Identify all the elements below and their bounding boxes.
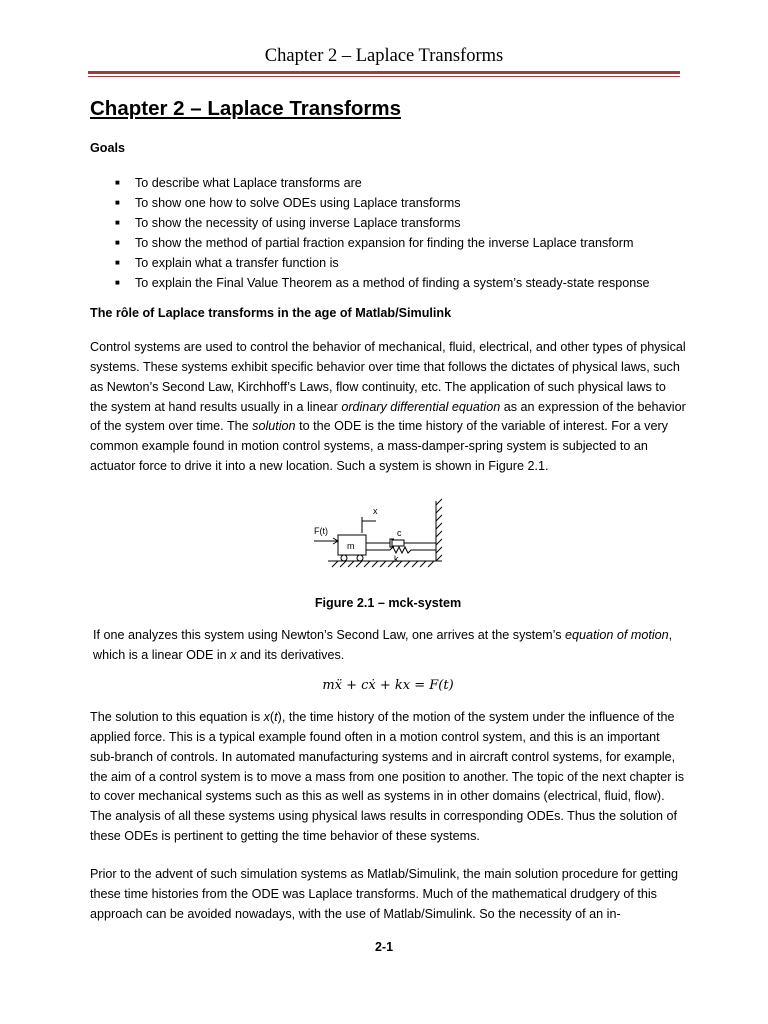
document-body — [90, 139, 686, 925]
page-header: Chapter 2 – Laplace Transforms — [264, 46, 504, 66]
figure-label-force: F(t) — [314, 526, 328, 537]
figure-label-c: c — [397, 528, 402, 539]
goal-text: To show one how to solve ODEs using Laplace transforms — [135, 195, 461, 210]
paragraph-4: Prior to the advent of such simulation systems as Matlab/Simulink, the main solution procedure for getting these time histories from the ODE was Laplace transforms. Much of the mathematical drudgery of this approach can be avoided nowadays, with the use of Matlab/Simulink. So the necessity of an in- — [90, 867, 678, 921]
goal-text: To show the necessity of using inverse Laplace transforms — [135, 215, 461, 230]
bullet-icon: ■ — [115, 177, 120, 187]
paragraph-3: The solution to this equation is x(t), the time history of the motion of the system under the influence of the applied force. This is a typical example found often in a motion control system, and this is an important sub-branch of controls. In automated manufacturing systems and in aircraft control systems, for example, the aim of a control system is to move a mass from one position to another. The topic of the next chapter is to cover mechanical systems such as this as well as systems in in other domains (electrical, fluid, flow). The analysis of all these systems using physical laws results in corresponding ODEs. Thus the solution of these ODEs is pertinent to getting the time behavior of these systems. — [90, 709, 685, 844]
header-rule-thick — [88, 71, 680, 74]
figure-caption: Figure 2.1 – mck-system — [314, 596, 462, 611]
goal-item — [90, 173, 686, 193]
bullet-icon: ■ — [115, 197, 120, 207]
goal-item — [90, 213, 686, 233]
bullet-icon: ■ — [115, 217, 120, 227]
goal-item — [90, 233, 686, 253]
mck-diagram — [314, 495, 464, 585]
page-number: 2-1 — [374, 940, 394, 954]
paragraph-1: Control systems are used to control the behavior of mechanical, fluid, electrical, and other types of physical systems. These systems exhibit specific behavior over time that follows the dictates of physical laws, such as Newton’s Second Law, Kirchhoff’s Laws, flow continuity, etc. The application of such physical laws to the system at hand results usually in a linear ordinary differential equation as an expression of the behavior of the system over time. The solution to the ODE is the time history of the variable of interest. For a very common example found in motion control systems, a mass-damper-spring system is subjected to an actuator force to drive it into a new location. Such a system is shown in Figure 2.1. — [90, 339, 686, 474]
goal-text: To show the method of partial fraction expansion for finding the inverse Laplace transform — [135, 235, 634, 250]
goals-list — [90, 173, 686, 293]
paragraph-2: If one analyzes this system using Newton’s Second Law, one arrives at the system’s equation of motion, which is a linear ODE in x and its derivatives. — [93, 628, 673, 662]
goal-item — [90, 193, 686, 213]
figure-label-x: x — [373, 506, 378, 517]
goal-text: To explain the Final Value Theorem as a method of finding a system’s steady-state response — [135, 275, 650, 290]
equation-of-motion: mẍ + cẋ + kx = F(t) — [322, 677, 454, 693]
bullet-icon: ■ — [115, 257, 120, 267]
figure-mck-system — [90, 495, 686, 589]
figure-label-k: k — [394, 554, 399, 565]
figure-label-mass: m — [347, 541, 355, 552]
goals-heading: Goals — [90, 141, 125, 155]
goal-text: To explain what a transfer function is — [135, 255, 339, 270]
bullet-icon: ■ — [115, 237, 120, 247]
header-rule-thin — [88, 76, 680, 77]
goal-item — [90, 253, 686, 273]
section-heading: The rôle of Laplace transforms in the age of Matlab/Simulink — [90, 305, 452, 320]
bullet-icon: ■ — [115, 277, 120, 287]
goal-text: To describe what Laplace transforms are — [135, 175, 362, 190]
chapter-title: Chapter 2 – Laplace Transforms — [90, 97, 402, 120]
goal-item — [90, 273, 686, 293]
